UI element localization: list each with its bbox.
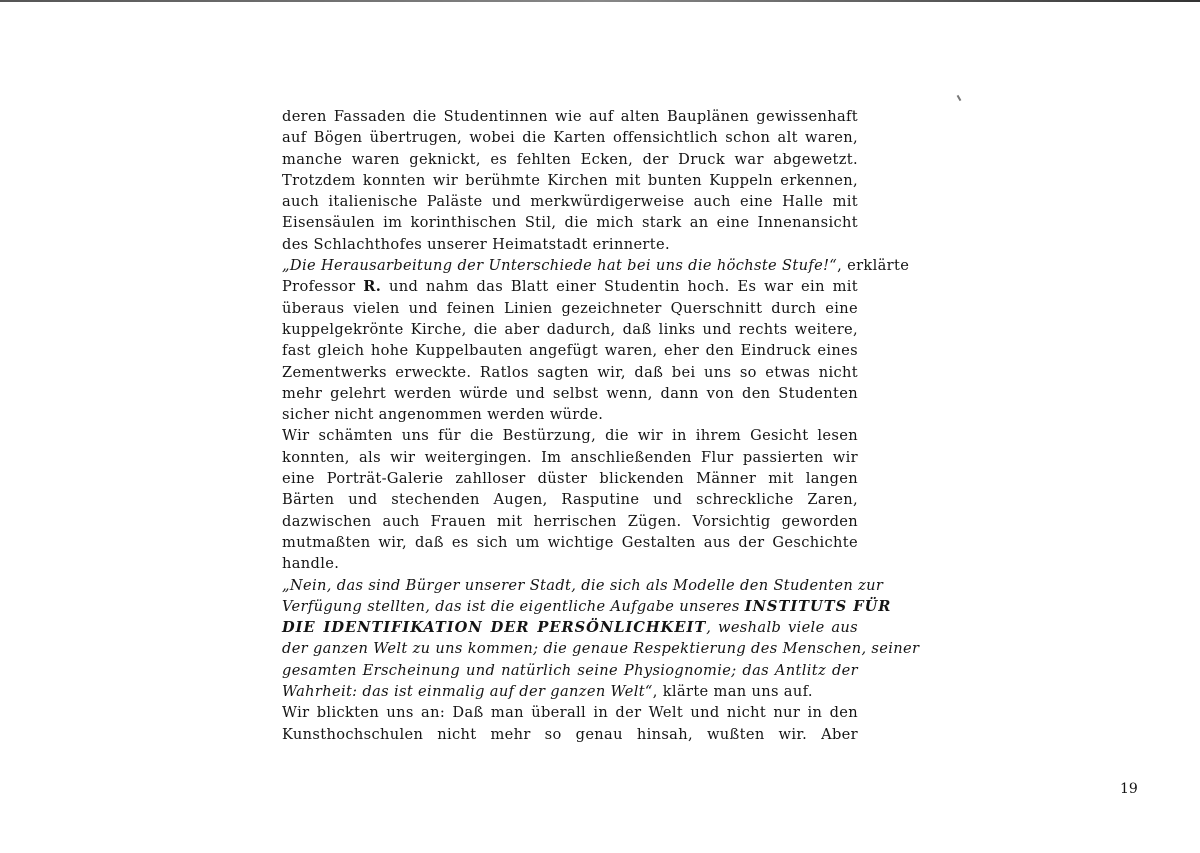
- text-segment: R.: [363, 278, 382, 296]
- emphasized-title: DIE IDENTIFIKATION DER PERSÖNLICHKEIT: [282, 619, 707, 637]
- text-segment: Eisensäulen im korinthischen Stil, die mich stark an eine Innenansicht: [282, 214, 858, 232]
- text-segment: überaus vielen und feinen Linien gezeichneter Querschnitt durch eine: [282, 299, 858, 317]
- text-segment: deren Fassaden die Studentinnen wie auf alten Bauplänen gewissenhaft: [282, 108, 858, 125]
- scan-speck: [957, 95, 962, 101]
- text-line: [282, 660, 858, 681]
- text-segment: auf Bögen übertrugen, wobei die Karten offensichtlich schon alt waren,: [282, 129, 858, 147]
- text-line: [282, 106, 858, 127]
- text-line: [282, 383, 858, 404]
- page-number: 19: [1120, 781, 1138, 797]
- text-segment: Professor: [282, 278, 364, 296]
- text-line: [282, 276, 858, 297]
- text-line: [282, 362, 858, 383]
- text-segment: Wahrheit: das ist einmalig auf der ganzen Welt“: [282, 683, 653, 701]
- text-segment: , klärte man uns auf.: [652, 683, 813, 701]
- text-line: [282, 532, 858, 553]
- text-segment: mehr gelehrt werden würde und selbst wenn, dann von den Studenten: [282, 384, 858, 402]
- text-segment: Wir blickten uns an: Daß man überall in der Welt und nicht nur in den: [282, 704, 858, 722]
- text-segment: , erklärte: [837, 257, 910, 275]
- text-line: [282, 234, 858, 255]
- text-segment: und nahm das Blatt einer Studentin hoch. Es war ein mit: [381, 278, 859, 296]
- emphasized-title: INSTITUTS FÜR: [744, 597, 892, 615]
- text-line: [282, 511, 858, 532]
- text-segment: auch italienische Paläste und merkwürdigerweise auch eine Halle mit: [282, 193, 858, 211]
- text-segment: „Die Herausarbeitung der Unterschiede hat bei uns die höchste Stufe!“: [282, 257, 838, 275]
- text-segment: eine Porträt-Galerie zahlloser düster blickenden Männer mit langen: [282, 470, 858, 488]
- text-line: [282, 553, 858, 574]
- text-line: [282, 575, 884, 596]
- text-line: [282, 489, 858, 510]
- text-line: [282, 724, 858, 745]
- text-segment: handle.: [282, 555, 340, 573]
- text-segment: dazwischen auch Frauen mit herrischen Zügen. Vorsichtig geworden: [282, 512, 858, 530]
- text-line: [282, 319, 858, 340]
- text-segment: konnten, als wir weitergingen. Im anschließenden Flur passierten wir: [282, 448, 858, 466]
- text-segment: kuppelgekrönte Kirche, die aber dadurch, daß links und rechts weitere,: [282, 320, 858, 338]
- text-segment: manche waren geknickt, es fehlten Ecken, der Druck war abgewetzt.: [282, 150, 858, 168]
- text-line: [282, 298, 858, 319]
- text-segment: Verfügung stellten, das ist die eigentliche Aufgabe unseres: [282, 597, 745, 615]
- text-segment: fast gleich hohe Kuppelbauten angefügt waren, eher den Eindruck eines: [282, 342, 858, 360]
- text-line: [282, 617, 858, 638]
- text-segment: Kunsthochschulen nicht mehr so genau hinsah, wußten wir. Aber: [282, 725, 858, 743]
- scan-top-edge: [0, 0, 1200, 2]
- text-segment: Zementwerks erweckte. Ratlos sagten wir, daß bei uns so etwas nicht: [282, 363, 858, 381]
- text-line: [282, 404, 858, 425]
- text-line: [282, 191, 858, 212]
- text-line: [282, 149, 858, 170]
- text-line: [282, 255, 910, 276]
- body-text: [282, 106, 920, 745]
- text-segment: Wir schämten uns für die Bestürzung, die wir in ihrem Gesicht lesen: [282, 427, 858, 445]
- text-segment: mutmaßten wir, daß es sich um wichtige Gestalten aus der Geschichte: [282, 533, 858, 551]
- text-line: [282, 127, 858, 148]
- text-line: [282, 638, 920, 659]
- text-segment: „Nein, das sind Bürger unserer Stadt, die sich als Modelle den Studenten zur: [282, 576, 884, 594]
- text-line: [282, 468, 858, 489]
- text-line: [282, 447, 858, 468]
- text-segment: , weshalb viele aus: [706, 619, 859, 637]
- text-segment: der ganzen Welt zu uns kommen; die genaue Respektierung des Menschen, seiner: [282, 640, 920, 658]
- text-segment: sicher nicht angenommen werden würde.: [282, 406, 604, 424]
- text-line: [282, 212, 858, 233]
- text-segment: des Schlachthofes unserer Heimatstadt erinnerte.: [282, 235, 670, 253]
- text-segment: gesamten Erscheinung und natürlich seine Physiognomie; das Antlitz der: [282, 661, 858, 679]
- text-line: [282, 702, 858, 723]
- text-segment: Trotzdem konnten wir berühmte Kirchen mit bunten Kuppeln erkennen,: [282, 171, 858, 189]
- text-line: [282, 596, 892, 617]
- text-line: [282, 170, 858, 191]
- text-segment: Bärten und stechenden Augen, Rasputine und schreckliche Zaren,: [282, 491, 858, 509]
- text-line: [282, 681, 858, 702]
- text-line: [282, 340, 858, 361]
- text-line: [282, 425, 858, 446]
